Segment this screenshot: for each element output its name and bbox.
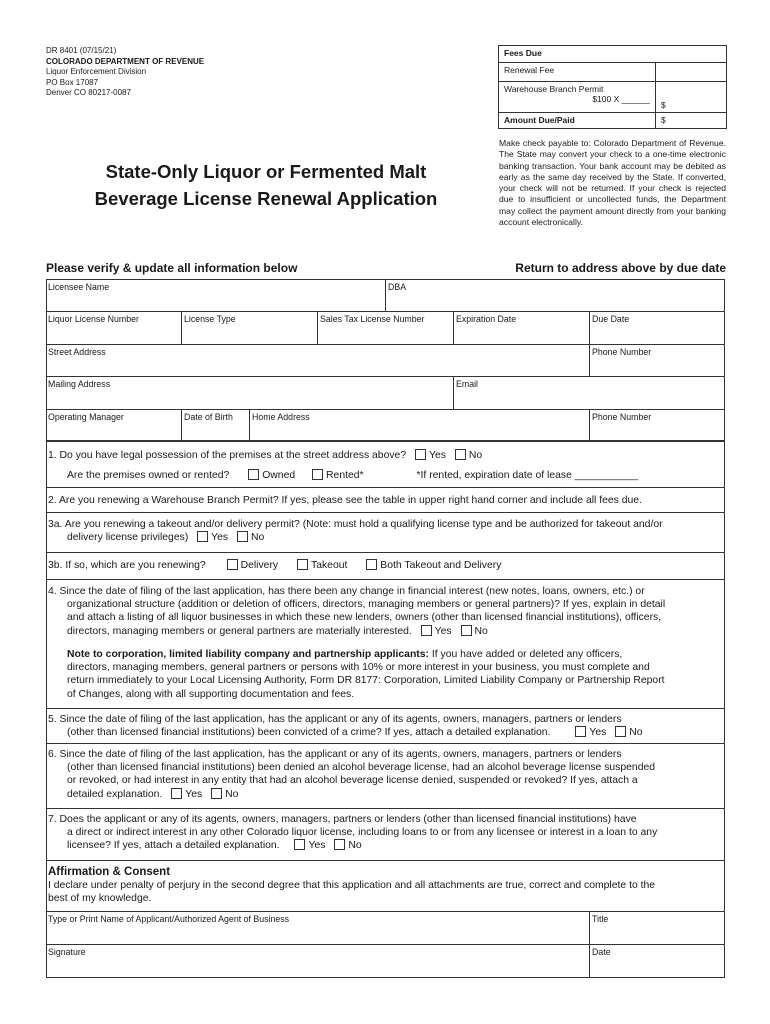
question-4-note [67, 648, 665, 701]
question-4-line-2: organizational structure (addition or deletion of officers, directors, managing members or general partners)? If yes, explain in detail [67, 599, 666, 611]
email-field[interactable]: Email [456, 379, 478, 389]
q7-no-label: No [348, 840, 362, 852]
note-bold-text: Note to corporation, limited liability company and partnership applicants: [67, 649, 429, 660]
operating-manager-field[interactable]: Operating Manager [48, 412, 124, 422]
question-2: 2. Are you renewing a Warehouse Branch Permit? If yes, please see the table in upper right hand corner and include all fees due. [48, 495, 642, 506]
q1-yes-label: Yes [429, 450, 446, 461]
renewal-fee-amount[interactable] [656, 63, 727, 82]
question-5 [48, 713, 642, 739]
city-line: Denver CO 80217-0087 [46, 88, 131, 97]
q4-yes-label: Yes [434, 625, 452, 637]
q3a-yes-checkbox[interactable] [197, 531, 208, 542]
dba-field[interactable]: DBA [388, 282, 407, 292]
form-title [46, 158, 486, 212]
rented-label: Rented* [326, 470, 364, 481]
manager-phone-number-field[interactable]: Phone Number [592, 412, 652, 422]
verify-heading: Please verify & update all information below [46, 261, 298, 275]
expiration-date-field[interactable]: Expiration Date [456, 314, 517, 324]
question-5-line-1: 5. Since the date of filing of the last application, has the applicant or any of its agents, owners, managers, partners or lenders [48, 714, 622, 725]
phone-number-field[interactable]: Phone Number [592, 347, 652, 357]
liquor-license-number-field[interactable]: Liquor License Number [48, 314, 139, 324]
question-1 [48, 449, 482, 462]
question-6 [48, 748, 655, 801]
return-heading: Return to address above by due date [515, 261, 726, 275]
both-label: Both Takeout and Delivery [380, 560, 502, 571]
license-type-field[interactable]: License Type [184, 314, 236, 324]
question-4-line-4: directors, managing members or general partners are materially interested. [67, 625, 412, 637]
renewal-fee-label: Renewal Fee [499, 63, 656, 82]
q7-yes-label: Yes [308, 840, 326, 852]
affirmation-section [48, 866, 655, 906]
mailing-address-field[interactable]: Mailing Address [48, 379, 111, 389]
date-field[interactable]: Date [592, 947, 611, 957]
q1-no-checkbox[interactable] [455, 449, 466, 460]
note-line-2: directors, managing members, general partners or persons with 10% or more interest in your business, you must complete and [67, 662, 650, 674]
title-line-2: Beverage License Renewal Application [94, 188, 438, 209]
takeout-checkbox[interactable] [297, 559, 308, 570]
question-6-line-3: or revoked, or had interest in any entity that had an alcohol beverage license denied, suspended or revoked? If yes, attach a [67, 775, 638, 787]
takeout-label: Takeout [311, 560, 348, 571]
title-line-1: State-Only Liquor or Fermented Malt [105, 161, 427, 182]
question-4-line-1: 4. Since the date of filing of the last application, has there been any change in financial interest (new notes, loans, owners, etc.) or [48, 586, 645, 597]
question-7-line-1: 7. Does the applicant or any of its agents, owners, managers, partners or lenders (other than licensed financial institutions) have [48, 814, 637, 825]
question-7-line-3: licensee? If yes, attach a detailed explanation. [67, 840, 280, 852]
question-1-sub [67, 469, 638, 482]
question-3a [48, 518, 663, 544]
q5-yes-checkbox[interactable] [575, 726, 586, 737]
warehouse-fee-amount[interactable]: $ [656, 82, 727, 113]
q1-no-label: No [468, 450, 483, 461]
warehouse-permit-price[interactable]: $100 X ______ [592, 94, 650, 104]
question-3a-line-1: 3a. Are you renewing a takeout and/or delivery permit? (Note: must hold a qualifying license type and be authorized for takeout and/or [48, 519, 663, 530]
q7-yes-checkbox[interactable] [294, 839, 305, 850]
q3a-no-label: No [251, 532, 265, 544]
affirmation-text-line-1: I declare under penalty of perjury in the second degree that this application and all attachments are true, correct and complete to the [48, 880, 656, 892]
date-of-birth-field[interactable]: Date of Birth [184, 412, 233, 422]
po-box: PO Box 17087 [46, 77, 99, 87]
department-name: COLORADO DEPARTMENT OF REVENUE [46, 56, 205, 66]
applicant-name-field[interactable]: Type or Print Name of Applicant/Authorized Agent of Business [48, 914, 290, 924]
payment-note: Make check payable to: Colorado Department of Revenue. The State may convert your check to a one-time electronic banking transaction. Your bank account may be debited as early as the same day received by the State. If converted, your check will not be returned. If your check is rejected due to insufficient or uncollected funds, the Department may collect the payment amount directly from your banking account electronically. [499, 138, 726, 228]
fees-table [498, 45, 727, 129]
q6-yes-checkbox[interactable] [171, 788, 182, 799]
delivery-label: Delivery [240, 560, 279, 571]
delivery-checkbox[interactable] [227, 559, 238, 570]
question-5-line-2: (other than licensed financial institutions) been convicted of a crime? If yes, attach a detailed explanation. [67, 727, 551, 739]
warehouse-permit-cell [499, 82, 656, 113]
question-6-line-1: 6. Since the date of filing of the last application, has the applicant or any of its agents, owners, managers, partners or lenders [48, 749, 622, 760]
q3a-yes-label: Yes [211, 532, 229, 544]
q7-no-checkbox[interactable] [334, 839, 345, 850]
q4-no-label: No [474, 625, 488, 637]
question-1-text: 1. Do you have legal possession of the premises at the street address above? [48, 450, 407, 461]
question-1-sub-text: Are the premises owned or rented? [67, 470, 230, 481]
street-address-field[interactable]: Street Address [48, 347, 106, 357]
warehouse-permit-label: Warehouse Branch Permit [504, 84, 604, 94]
licensee-name-field[interactable]: Licensee Name [48, 282, 110, 292]
note-line-4: of Changes, along with all supporting documentation and fees. [67, 688, 355, 700]
agency-header [46, 46, 204, 99]
q5-no-checkbox[interactable] [615, 726, 626, 737]
title-field[interactable]: Title [592, 914, 609, 924]
sales-tax-license-field[interactable]: Sales Tax License Number [320, 314, 425, 324]
owned-label: Owned [262, 470, 296, 481]
affirmation-text-line-2: best of my knowledge. [48, 893, 152, 905]
amount-due-value[interactable]: $ [656, 113, 727, 129]
q1-yes-checkbox[interactable] [415, 449, 426, 460]
q6-no-checkbox[interactable] [211, 788, 222, 799]
question-4-line-3: and attach a listing of all liquor businesses in which these new lenders, owners (other than licensed financial institutions), officers, [67, 612, 662, 624]
q4-no-checkbox[interactable] [461, 625, 472, 636]
signature-field[interactable]: Signature [48, 947, 86, 957]
affirmation-heading: Affirmation & Consent [48, 866, 171, 878]
amount-due-label: Amount Due/Paid [499, 113, 656, 129]
question-6-line-2: (other than licensed financial institutions) been denied an alcohol beverage license, had an alcohol beverage license suspended [67, 762, 656, 774]
q6-yes-label: Yes [185, 788, 203, 800]
fees-heading: Fees Due [499, 46, 727, 63]
q4-yes-checkbox[interactable] [421, 625, 432, 636]
both-checkbox[interactable] [366, 559, 377, 570]
q5-no-label: No [629, 727, 643, 739]
owned-checkbox[interactable] [248, 469, 259, 480]
note-line-3: return immediately to your Local Licensing Authority, Form DR 8177: Corporation, Limited Liability Company or Partnership Report [67, 675, 665, 687]
question-4 [48, 585, 665, 638]
home-address-field[interactable]: Home Address [252, 412, 310, 422]
q5-yes-label: Yes [589, 727, 607, 739]
lease-expiration-note[interactable]: *If rented, expiration date of lease ___________ [416, 470, 639, 481]
rented-checkbox[interactable] [312, 469, 323, 480]
due-date-field[interactable]: Due Date [592, 314, 630, 324]
question-3a-line-2: delivery license privileges) [67, 532, 189, 544]
note-rest-text: If you have added or deleted any officers, [429, 649, 623, 660]
division-name: Liquor Enforcement Division [46, 67, 147, 76]
question-3b-text: 3b. If so, which are you renewing? [48, 560, 206, 571]
q3a-no-checkbox[interactable] [237, 531, 248, 542]
question-7 [48, 813, 657, 853]
question-7-line-2: a direct or indirect interest in any other Colorado liquor license, including loans to or from any licensee or interest in a loan to any [67, 827, 658, 839]
q6-no-label: No [225, 788, 239, 800]
form-id: DR 8401 (07/15/21) [46, 46, 117, 55]
question-6-line-4: detailed explanation. [67, 788, 163, 800]
question-3b [48, 559, 501, 572]
